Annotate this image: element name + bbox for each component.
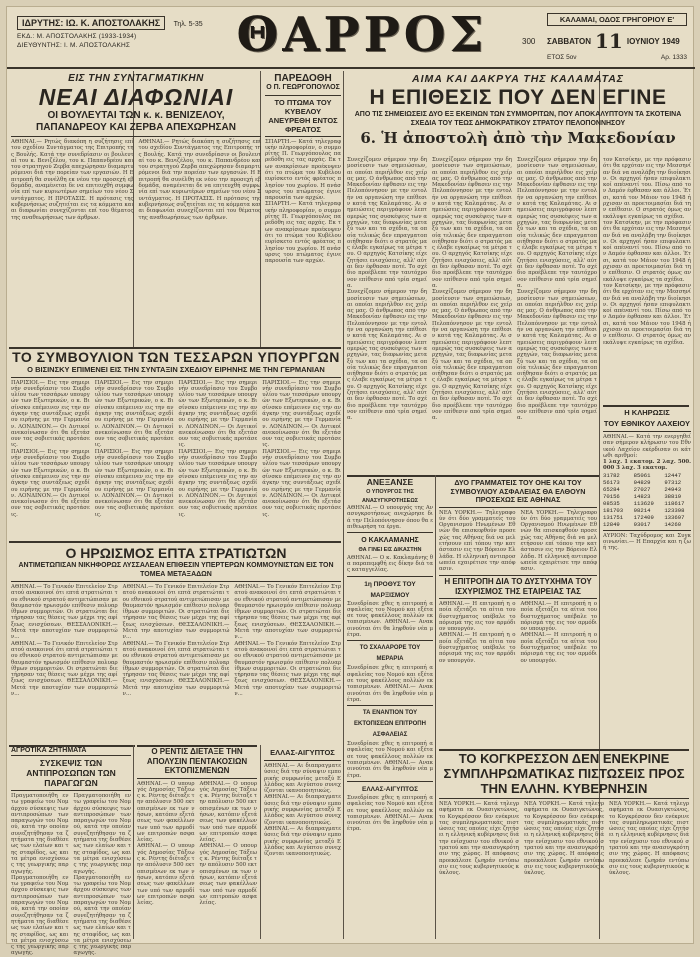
article-headline: ΤΟ ΣΥΜΒΟΥΛΙΟΝ ΤΩΝ ΤΕΣΣΑΡΩΝ ΥΠΟΥΡΓΩΝ	[12, 349, 340, 365]
day-number: 11	[595, 29, 623, 53]
article-body-continued: ΑΘΗΝΑΙ.— Το Γενικόν Επιτελείον Στρατού ανακοινοί ότι επτά στρατιώται του εθνικού στρατού αντιμετώπισαν με θαυμαστόν ηρωισμόν επίθεσιν πολυαρίθμων συμμοριτών. Οι στρατιώται διετήρησαν τας θέσεις των μέχρι της αφίξεως ενισχύσεων. ΘΕΣΣΑΛΟΝΙΚΗ.— Μετά την αποτυχίαν των συμμοριτών...	[234, 640, 342, 698]
article-body-continued: ΠΑΡΙΣΙΟΙ.— Εις την σημερινήν συνεδρίασιν του Συμβουλίου των τεσσάρων υπουργών των Εξωτερικών, ο κ. Βισίνσκυ επέμεινεν εις την ανάγκην της συντάξεως σχεδίου ειρήνης με την Γερμανίαν. ΛΟΝΔΙΝΟΝ.— Οι Δυτικοί ανεκοίνωσαν ότι θα εξετάσουν τας σοβιετικάς προτάσεις.	[94, 448, 174, 518]
lottery-number: 38819	[664, 492, 682, 500]
article-body: ΑΘΗΝΑΙ.— Το Γενικόν Επιτελείον Στρατού ανακοινοί ότι επτά στρατιώται του εθνικού στρατού αντιμετώπισαν με θαυμαστόν ηρωισμόν επίθεσιν πολυαρίθμων συμμοριτών. Οι στρατιώται διετήρησαν τας θέσεις των μέχρι της αφίξεως ενισχύσεων. ΘΕΣΣΑΛΟΝΙΚΗ.— Μετά την αποτυχίαν των συμμοριτών...	[11, 584, 118, 641]
article-body-continued: ΑΘΗΝΑΙ.— Το Γενικόν Επιτελείον Στρατού ανακοινοί ότι επτά στρατιώται του εθνικού στρατού αντιμετώπισαν με θαυμαστόν ηρωισμόν επίθεσιν πολυαρίθμων συμμοριτών. Οι στρατιώται διετήρησαν τας θέσεις των μέχρι της αφίξεως ενισχύσεων. ΘΕΣΣΑΛΟΝΙΚΗ.— Μετά την αποτυχίαν των συμμοριτών...	[11, 640, 118, 698]
article-attack-continuation	[603, 157, 691, 403]
lottery-number: 133697	[664, 513, 685, 521]
article-agriculture	[11, 747, 131, 957]
notes-column	[347, 477, 433, 941]
lottery-number: 181703	[603, 506, 624, 514]
founder-label: ΙΔΡΥΤΗΣ: ΙΩ. Κ. ΑΠΟΣΤΟΛΑΚΗΣ	[17, 16, 165, 30]
article-body-continued: ΑΘΗΝΑΙ.— Το Γενικόν Επιτελείον Στρατού ανακοινοί ότι επτά στρατιώται του εθνικού στρατού αντιμετώπισαν με θαυμαστόν ηρωισμόν επίθεσιν πολυαρίθμων συμμοριτών. Οι στρατιώται διετήρησαν τας θέσεις των μέχρι της αφίξεως ενισχύσεων. ΘΕΣΣΑΛΟΝΙΚΗ.— Μετά την αποτυχίαν των συμμοριτών...	[122, 584, 230, 641]
lottery-prizes: 1 λαχ. 1 εκατομ. 2 λαχ. 500.000 3 λαχ. 3 εκατομ.	[603, 459, 691, 472]
article-headline: ΤΟ ΚΟΓΚΡΕΣΣΟΝ ΔΕΝ ΕΝΕΚΡΙΝΕ ΣΥΜΠΛΗΡΩΜΑΤΙΚΑΣ ΠΙΣΤΩΣΕΙΣ ΠΡΟΣ ΤΗΝ ΕΛΛΗΝ. ΚΥΒΕΡΝΗΣΙΝ	[443, 751, 685, 796]
article-heroes	[11, 545, 341, 741]
lottery-number: 85061	[633, 471, 651, 479]
note-headline: Ο ΚΑΚΛΑΜΑΝΗΣ	[361, 537, 419, 545]
short-notes-column	[264, 747, 341, 941]
note-body: ΑΘΗΝΑΙ.— Αι διαπραγματεύσεις διά την σύναψιν εμπορικής συμφωνίας μεταξύ Ελλάδος και Αιγύπτου συνεχίζονται ικανοποιητικώς.	[264, 763, 341, 795]
article-body-continued: ΑΘΗΝΑΙ.— Ο υπουργός Δημοσίας Τάξεως κ. Ρέντης διέταξε την απόλυσιν 500 εκτοπισμένων εκ των νήσων, κατόπιν εξετάσεως των φακέλλων των υπό των αρμοδίων επιτροπών ασφαλείας.	[199, 843, 257, 907]
article-subhead: Ο ΒΙΣΙΝΣΚΥ ΕΠΙΜΕΝΕΙ ΕΙΣ ΤΗΝ ΣΥΝΤΑΞΙΝ ΣΧΕΔΙΟΥ ΕΙΡΗΝΗΣ ΜΕ ΤΗΝ ΓΕΡΜΑΝΙΑΝ	[27, 365, 325, 374]
lottery-number: 24943	[664, 485, 682, 493]
issue-number: Αρ. 1333	[660, 54, 687, 61]
newspaper-page	[6, 6, 694, 957]
newspaper-title: ΘΑΡΡΟΣ	[236, 7, 488, 63]
article-body: ΠΑΡΙΣΙΟΙ.— Εις την σημερινήν συνεδρίασιν του Συμβουλίου των τεσσάρων υπουργών των Εξωτερικών, ο κ. Βισίνσκυ επέμεινεν εις την ανάγκην της συντάξεως σχεδίου ειρήνης με την Γερμανίαν. ΛΟΝΔΙΝΟΝ.— Οι Δυτικοί ανεκοίνωσαν ότι θα εξετάσουν τας σοβιετικάς προτάσεις.	[11, 379, 90, 449]
month-year: ΙΟΥΝΙΟΥ 1949	[626, 36, 680, 46]
note-body-continued: ΑΘΗΝΑΙ.— Αι διαπραγματεύσεις διά την σύναψιν εμπορικής συμφωνίας μεταξύ Ελλάδος και Αιγύπτου συνεχίζονται ικανοποιητικώς.	[264, 794, 341, 826]
article-body: τον Κατσίκην, με την πρόφασιν ότι θα ερχόταν εις την Μεσσηνίαν διά να αναλάβη την διοίκησιν. Οι αρχηγοί ήσαν επιφυλακτικοί απέναντί του. Πίσω από τον Δαμόν έφθασαν και άλλοι. Έτσι, κατά τον Μάιον του 1948 ήρχισαν αι προετοιμασίαι διά την επίθεσιν. Ο στρατός όμως ανεκάλυψε εγκαίρως τα σχέδια.	[603, 157, 691, 220]
article-new-disagreements	[11, 73, 261, 345]
article-lottery	[603, 407, 691, 747]
article-headline: ΤΟΥ ΕΘΝΙΚΟΥ ΛΑΧΕΙΟΥ	[603, 419, 691, 428]
article-headline: ΤΟ ΠΤΩΜΑ ΤΟΥ ΚΥΒΕΛΟΥ ΑΝΕΥΡΕΘΗ ΕΝΤΟΣ ΦΡΕΑΤΟΣ	[268, 97, 338, 134]
lottery-number: 12849	[603, 520, 620, 528]
note-body-continued: ΑΘΗΝΑΙ.— Αι διαπραγματεύσεις διά την σύναψιν εμπορικής συμφωνίας μεταξύ Ελλάδος και Αιγύπτου συνεχίζονται ικανοποιητικώς.	[264, 825, 341, 858]
lottery-footer: ΑΥΡΙΟΝ: Ταχύδρομος και Συγκοινωνίαι.— Η Επαρχία και η ζωή της.	[603, 532, 691, 552]
article-body-continued: ΑΘΗΝΑΙ.— Ρητώς διακόπη η συζήτησις επί του σχεδίου Συντάγματος της Επιτροπής της Βουλής. Κατά την συνεδρίασιν οι βουλευταί του κ. Βενιζέλου, του κ. Παπανδρέου και του στρατηγού Ζερβα απεχώρησαν διαμαρτυρόμενοι διά την πορείαν των εργασιών. Η Επιτροπή θα συνέλθη εκ νέου την προσεχή εβδομάδα, αναμένεται δε να επιτευχθή συμφωνία επί των κυριωτέρων σημείων του νέου Συντάγματος. Η ΠΡΟΤΑΣΙΣ. Η πρότασις της κυβερνήσεως συζητείται εις τα κόμματα και αι διαφωνίαι συνεχίζονται επί του θέματος της αναθεωρήσεως των άρθρων.	[138, 139, 261, 221]
lottery-numbers	[603, 472, 691, 528]
price: 300	[522, 37, 536, 46]
lottery-number: 113629	[633, 499, 654, 507]
note-headline: ΑΝΕΞΑΝΣΕ	[366, 477, 414, 487]
section-label: ΑΓΡΟΤΙΚΑ ΖΗΤΗΜΑΤΑ	[11, 747, 131, 756]
article-body-continued: ΠΑΡΙΣΙΟΙ.— Εις την σημερινήν συνεδρίασιν του Συμβουλίου των τεσσάρων υπουργών των Εξωτερικών, ο κ. Βισίνσκυ επέμεινεν εις την ανάγκην της συντάξεως σχεδίου ειρήνης με την Γερμανίαν. ΛΟΝΔΙΝΟΝ.— Οι Δυτικοί ανεκοίνωσαν ότι θα εξετάσουν τας σοβιετικάς προτάσεις.	[262, 448, 341, 518]
article-body-continued: Πραγματοποιήθη εν τω γραφείω του Νομάρχου σύσκεψις των αντιπροσώπων των παραγωγών του Νομού, κατά την οποίαν συνεζητήθησαν τα ζητήματα της διαθέσεως των ελαίων και της σταφίδος, ως και τα μέτρα ενισχύσεως της γεωργικής παραγωγής.	[73, 793, 131, 875]
article-body-continued: ΠΑΡΙΣΙΟΙ.— Εις την σημερινήν συνεδρίασιν του Συμβουλίου των τεσσάρων υπουργών των Εξωτερικών, ο κ. Βισίνσκυ επέμεινεν εις την ανάγκην της συντάξεως σχεδίου ειρήνης με την Γερμανίαν. ΛΟΝΔΙΝΟΝ.— Οι Δυτικοί ανεκοίνωσαν ότι θα εξετάσουν τας σοβιετικάς προτάσεις.	[178, 379, 258, 449]
address: ΚΑΛΑΜΑΙ, ΟΔΟΣ ΓΡΗΓΟΡΙΟΥ Ε'	[547, 13, 687, 26]
article-body-continued: Συνεχίζομεν σήμερον την δημοσίευσιν των σημειώσεων, αι οποίαι περιήλθον εις χείρας μας. Ο άνθρωπος από την Μακεδονίαν έφθασεν εις την Πελοπόννησον με την εντολήν να οργανώση την επίθεσιν κατά της Καλαμάτας. Αι σημειώσεις περιγράφουν λεπτομερώς τας συσκέψεις των αρχηγών, τας διαφωνίας μεταξύ των και τα σχέδια, τα οποία τελικώς δεν επραγματοποιήθησαν διότι ο στρατός μας έλαβε εγκαίρως τα μέτρα του. Ο αρχηγός Κατσίκης είχε ζητήσει ενισχύσεις, αλλ' αύται δεν έφθασαν ποτέ. Το σχέδιο προέβλεπε την ταυτόχρονον επίθεσιν από τρία σημεία.	[347, 289, 427, 422]
article-body-continued: ΝΕΑ ΥΟΡΚΗ.— Κατά τηλεγραφήματα εκ Ουασιγκτώνος, το Κογκρέσσον δεν ενέκρινε τας συμπληρωματικάς πιστώσεις τας οποίας είχε ζητήσει η ελληνική κυβέρνησις διά την ενίσχυσιν του εθνικού στρατού και την ανασυγκρότησιν της χώρας. Η απόφασις προεκάλεσε ζωηράν εντύπωσιν εις τους κυβερνητικούς κύκλους.	[609, 801, 689, 877]
article-body-continued: Συνεχίζομεν σήμερον την δημοσίευσιν των σημειώσεων, αι οποίαι περιήλθον εις χείρας μας. Ο άνθρωπος από την Μακεδονίαν έφθασεν εις την Πελοπόννησον με την εντολήν να οργανώση την επίθεσιν κατά της Καλαμάτας. Αι σημειώσεις περιγράφουν λεπτομερώς τας συσκέψεις των αρχηγών, τας διαφωνίας μεταξύ των και τα σχέδια, τα οποία τελικώς δεν επραγματοποιήθησαν διότι ο στρατός μας έλαβε εγκαίρως τα μέτρα του. Ο αρχηγός Κατσίκης είχε ζητήσει ενισχύσεις, αλλ' αύται δεν έφθασαν ποτέ. Το σχέδιο προέβλεπε την ταυτόχρονον επίθεσιν από τρία σημεία.	[432, 289, 512, 422]
article-byline: Ο Π. ΓΕΩΡΓΟΠΟΥΛΟΣ	[266, 84, 340, 91]
note-body-continued: Συνεδρίασε χθες η επιτροπή ασφαλείας του Νομού και εξέτασε τους φακέλλους πολλών εκτοπισμένων. ΑΘΗΝΑΙ.— Ανακοινούται ότι θα ληφθούν νέα μέτρα.	[347, 741, 433, 779]
article-surrender	[265, 73, 341, 345]
article-subhead: ΑΠΟ ΤΙΣ ΣΗΜΕΙΩΣΕΙΣ ΔΥΟ ΕΞ ΕΚΕΙΝΩΝ ΤΩΝ ΣΥΜΜΟΡΙΤΩΝ, ΠΟΥ ΑΠΟΚΑΛΥΠΤΟΥΝ ΤΑ ΣΚΟΤΕΙΝΑ ΣΧΕΔΙΑ ΤΟΥ ΤΕΩΣ ΔΗΜΟΚΡΑΤΙΚΟΥ ΣΤΡΑΤΟΥ ΠΕΛΟΠΟΝΝΗΣΟΥ	[354, 111, 682, 127]
article-body: ΝΕΑ ΥΟΡΚΗ.— Κατά τηλεγραφήματα εκ Ουασιγκτώνος, το Κογκρέσσον δεν ενέκρινε τας συμπληρωματικάς πιστώσεις τας οποίας είχε ζητήσει η ελληνική κυβέρνησις διά την ενίσχυσιν του εθνικού στρατού και την ανασυγκρότησιν της χώρας. Η απόφασις προεκάλεσε ζωηράν εντύπωσιν εις τους κυβερνητικούς κύκλους.	[439, 801, 519, 877]
lottery-number: 97312	[664, 478, 682, 486]
article-body-continued: ΣΠΑΡΤΗ.— Κατά τηλεγραφικήν πληροφορίαν, ο συμμορίτης Π. Γεωργόπουλος παρεδόθη εις τας αρχάς. Εκ των ανακρίσεων προέκυψεν ότι το πτώμα του Κυβέλου ευρίσκετο εντός φρέατος πλησίον του χωρίου. Η ανάσυρσις του πτώματος έγινε παρουσία των αρχών.	[265, 201, 341, 265]
article-kicker: ΑΙΜΑ ΚΑΙ ΔΑΚΡΥΑ ΤΗΣ ΚΑΛΑΜΑΤΑΣ	[411, 73, 624, 85]
article-kicker: Η ΚΛΗΡΩΣΙΣ	[624, 408, 670, 417]
masthead-dateline	[547, 13, 687, 61]
lottery-number: 04829	[633, 478, 651, 486]
article-body: ΑΘΗΝΑΙ.— Ρητώς διακόπη η συζήτησις επί του σχεδίου Συντάγματος της Επιτροπής της Βουλής. Κατά την συνεδρίασιν οι βουλευταί του κ. Βενιζέλου, του κ. Παπανδρέου και του στρατηγού Ζερβα απεχώρησαν διαμαρτυρόμενοι διά την πορείαν των εργασιών. Η Επιτροπή θα συνέλθη εκ νέου την προσεχή εβδομάδα, αναμένεται δε να επιτευχθή συμφωνία επί των κυριωτέρων σημείων του νέου Συντάγματος. Η ΠΡΟΤΑΣΙΣ. Η πρότασις της κυβερνήσεως συζητείται εις τα κόμματα και αι διαφωνίαι συνεχίζονται επί του θέματος της αναθεωρήσεως των άρθρων.	[11, 139, 134, 221]
article-body-continued: ΑΘΗΝΑΙ.— Η επιτροπή η οποία εξετάζει τα αίτια του δυστυχήματος υπέβαλε το πόρισμά της εις τον αρμόδιον υπουργόν.	[439, 632, 516, 664]
article-chapter: 6. Ἡ ἀποστολὴ ἀπὸ τὴν Μακεδονίαν	[360, 129, 676, 147]
article-body-continued: Πραγματοποιήθη εν τω γραφείω του Νομάρχου σύσκεψις των αντιπροσώπων των παραγωγών του Νομού, κατά την οποίαν συνεζητήθησαν τα ζητήματα της διαθέσεως των ελαίων και της σταφίδος, ως και τα μέτρα ενισχύσεως της γεωργικής παραγωγής.	[11, 874, 69, 957]
article-headline: Ο ΡΕΝΤΙΣ ΔΙΕΤΑΞΕ ΤΗΝ ΑΠΟΛΥΣΙΝ ΠΕΝΤΑΚΟΣΙΩΝ ΕΚΤΟΠΙΣΜΕΝΩΝ	[146, 747, 248, 775]
article-body-continued: Συνεχίζομεν σήμερον την δημοσίευσιν των σημειώσεων, αι οποίαι περιήλθον εις χείρας μας. Ο άνθρωπος από την Μακεδονίαν έφθασεν εις την Πελοπόννησον με την εντολήν να οργανώση την επίθεσιν κατά της Καλαμάτας. Αι σημειώσεις περιγράφουν λεπτομερώς τας συσκέψεις των αρχηγών, τας διαφωνίας μεταξύ των και τα σχέδια, τα οποία τελικώς δεν επραγματοποιήθησαν διότι ο στρατός μας έλαβε εγκαίρως τα μέτρα του. Ο αρχηγός Κατσίκης είχε ζητήσει ενισχύσεις, αλλ' αύται δεν έφθασαν ποτέ. Το σχέδιο προέβλεπε την ταυτόχρονον επίθεσιν από τρία σημεία.	[432, 157, 512, 289]
note-subhead: Ο ΥΠΟΥΡΓΟΣ ΤΗΣ ΑΝΑΣΥΓΚΡΟΤΗΣΕΩΣ	[361, 489, 419, 504]
article-body: Συνεχίζομεν σήμερον την δημοσίευσιν των σημειώσεων, αι οποίαι περιήλθον εις χείρας μας. Ο άνθρωπος από την Μακεδονίαν έφθασεν εις την Πελοπόννησον με την εντολήν να οργανώση την επίθεσιν κατά της Καλαμάτας. Αι σημειώσεις περιγράφουν λεπτομερώς τας συσκέψεις των αρχηγών, τας διαφωνίας μεταξύ των και τα σχέδια, τα οποία τελικώς δεν επραγματοποιήθησαν διότι ο στρατός μας έλαβε εγκαίρως τα μέτρα του. Ο αρχηγός Κατσίκης είχε ζητήσει ενισχύσεις, αλλ' αύται δεν έφθασαν ποτέ. Το σχέδιο προέβλεπε την ταυτόχρονον επίθεσιν από τρία σημεία.	[347, 157, 427, 289]
article-body-continued: ΠΑΡΙΣΙΟΙ.— Εις την σημερινήν συνεδρίασιν του Συμβουλίου των τεσσάρων υπουργών των Εξωτερικών, ο κ. Βισίνσκυ επέμεινεν εις την ανάγκην της συντάξεως σχεδίου ειρήνης με την Γερμανίαν. ΛΟΝΔΙΝΟΝ.— Οι Δυτικοί ανεκοίνωσαν ότι θα εξετάσουν τας σοβιετικάς προτάσεις.	[178, 448, 258, 518]
lottery-number: 14260	[664, 520, 682, 528]
note-headline: ΤΟ ΣΧΑΛΑΡΟΡΕ ΤΟΥ ΜΕΡΑΡΙΑ	[359, 645, 421, 663]
article-kicker: ΕΙΣ ΤΗΝ ΣΥΝΤΑΓΜΑΤΙΚΗΝ	[68, 73, 204, 84]
article-body: Πραγματοποιήθη εν τω γραφείω του Νομάρχου σύσκεψις των αντιπροσώπων των παραγωγών του Νομού, κατά την οποίαν συνεζητήθησαν τα ζητήματα της διαθέσεως των ελαίων και της σταφίδος, ως και τα μέτρα ενισχύσεως της γεωργικής παραγωγής.	[11, 793, 69, 875]
lottery-number: 93017	[633, 520, 651, 528]
article-body: ΑΘΗΝΑΙ.— Ο υπουργός Δημοσίας Τάξεως κ. Ρέντης διέταξε την απόλυσιν 500 εκτοπισμένων εκ των νήσων, κατόπιν εξετάσεως των φακέλλων των υπό των αρμοδίων επιτροπών ασφαλείας.	[137, 780, 195, 844]
lottery-number: 31782	[603, 471, 620, 479]
lottery-number: 123398	[664, 506, 685, 514]
article-body-continued: ΑΘΗΝΑΙ.— Το Γενικόν Επιτελείον Στρατού ανακοινοί ότι επτά στρατιώται του εθνικού στρατού αντιμετώπισαν με θαυμαστόν ηρωισμόν επίθεσιν πολυαρίθμων συμμοριτών. Οι στρατιώται διετήρησαν τας θέσεις των μέχρι της αφίξεως ενισχύσεων. ΘΕΣΣΑΛΟΝΙΚΗ.— Μετά την αποτυχίαν των συμμοριτών...	[234, 584, 342, 641]
article-congress	[439, 751, 689, 941]
article-headline: Η ΕΠΙΤΡΟΠΗ ΔΙΑ ΤΟ ΔΥΣΤΥΧΗΜΑ ΤΟΥ ΙΣΧΥΡΙΣΜΟΣ ΤΗΣ ΕΤΑΙΡΕΙΑΣ ΤΑΣ	[444, 577, 592, 596]
note-headline: ΕΛΛΑΣ-ΑΙΓΥΠΤΟΣ	[361, 785, 418, 793]
article-subhead: ΑΝΤΙΜΕΤΩΠΙΣΑΝ ΝΙΚΗΦΟΡΩΣ ΛΥΣΣΑΛΕΑΝ ΕΠΙΘΕΣΙΝ ΥΠΕΡΤΕΡΩΝ ΚΟΜΜΟΥΝΙΣΤΩΝ ΕΙΣ ΤΟΝ ΤΟΜΕΑ ΜΕΤΑΞΑΔΩΝ	[18, 562, 334, 578]
article-headline: Η ΕΠΙΘΕΣΙΣ ΠΟΥ ΔΕΝ ΕΓΙΝΕ	[369, 86, 667, 109]
lottery-number: 12447	[664, 471, 682, 479]
article-body-continued: ΑΘΗΝΑΙ.— Ο υπουργός Δημοσίας Τάξεως κ. Ρέντης διέταξε την απόλυσιν 500 εκτοπισμένων εκ των νήσων, κατόπιν εξετάσεως των φακέλλων των υπό των αρμοδίων επιτροπών ασφαλείας.	[199, 780, 257, 844]
article-rentis	[137, 747, 257, 941]
telephone: Τηλ. 5-35	[173, 21, 203, 28]
column-divider	[343, 71, 344, 939]
article-attack-body	[347, 157, 597, 471]
note-body: ΑΘΗΝΑΙ.— Ο υπουργός της Ανασυγκροτήσεως ανεχώρησε διά την Πελοπόννησον όπου θα επιθεωρήση τα έργα.	[347, 505, 433, 530]
weekday: ΣΑΒΒΑΤΟΝ	[547, 36, 591, 46]
year-label: ΕΤΟΣ 5ον	[547, 54, 577, 61]
lottery-intro: ΑΘΗΝΑΙ.— Κατά την ενεργηθείσαν σήμερον κλήρωσιν του Εθνικού Λαχείου εκέρδισαν οι κάτωθι αριθμοί:	[603, 434, 691, 459]
article-body-continued: ΠΑΡΙΣΙΟΙ.— Εις την σημερινήν συνεδρίασιν του Συμβουλίου των τεσσάρων υπουργών των Εξωτερικών, ο κ. Βισίνσκυ επέμεινεν εις την ανάγκην της συντάξεως σχεδίου ειρήνης με την Γερμανίαν. ΛΟΝΔΙΝΟΝ.— Οι Δυτικοί ανεκοίνωσαν ότι θα εξετάσουν τας σοβιετικάς προτάσεις.	[94, 379, 174, 449]
article-body-continued: τον Κατσίκην, με την πρόφασιν ότι θα ερχόταν εις την Μεσσηνίαν διά να αναλάβη την διοίκησιν. Οι αρχηγοί ήσαν επιφυλακτικοί απέναντί του. Πίσω από τον Δαμόν έφθασαν και άλλοι. Έτσι, κατά τον Μάιον του 1948 ήρχισαν αι προετοιμασίαι διά την επίθεσιν. Ο στρατός όμως ανεκάλυψε εγκαίρως τα σχέδια.	[603, 219, 691, 283]
article-body-continued: τον Κατσίκην, με την πρόφασιν ότι θα ερχόταν εις την Μεσσηνίαν διά να αναλάβη την διοίκησιν. Οι αρχηγοί ήσαν επιφυλακτικοί απέναντί του. Πίσω από τον Δαμόν έφθασαν και άλλοι. Έτσι, κατά τον Μάιον του 1948 ήρχισαν αι προετοιμασίαι διά την επίθεσιν. Ο στρατός όμως ανεκάλυψε εγκαίρως τα σχέδια.	[603, 282, 691, 346]
publisher-label: ΕΚΔ.: Μ. ΑΠΟΣΤΟΛΑΚΗΣ (1933-1934)	[17, 33, 137, 40]
article-council	[11, 349, 341, 535]
article-body-continued: Συνεχίζομεν σήμερον την δημοσίευσιν των σημειώσεων, αι οποίαι περιήλθον εις χείρας μας. Ο άνθρωπος από την Μακεδονίαν έφθασεν εις την Πελοπόννησον με την εντολήν να οργανώση την επίθεσιν κατά της Καλαμάτας. Αι σημειώσεις περιγράφουν λεπτομερώς τας συσκέψεις των αρχηγών, τας διαφωνίας μεταξύ των και τα σχέδια, τα οποία τελικώς δεν επραγματοποιήθησαν διότι ο στρατός μας έλαβε εγκαίρως τα μέτρα του. Ο αρχηγός Κατσίκης είχε ζητήσει ενισχύσεις, αλλ' αύται δεν έφθασαν ποτέ. Το σχέδιο προέβλεπε την ταυτόχρονον επίθεσιν από τρία σημεία.	[517, 157, 597, 289]
article-headline: Ο ΗΡΩΙΣΜΟΣ ΕΠΤΑ ΣΤΡΑΤΙΩΤΩΝ	[65, 545, 287, 561]
note-body-continued: Συνεδρίασε χθες η επιτροπή ασφαλείας του Νομού και εξέτασε τους φακέλλους πολλών εκτοπισμένων. ΑΘΗΝΑΙ.— Ανακοινούται ότι θα ληφθούν νέα μέτρα.	[347, 794, 433, 833]
article-body: ΑΘΗΝΑΙ.— Η επιτροπή η οποία εξετάζει τα αίτια του δυστυχήματος υπέβαλε το πόρισμά της εις τον αρμόδιον υπουργόν.	[439, 601, 516, 633]
article-body-continued: ΑΘΗΝΑΙ.— Η επιτροπή η οποία εξετάζει τα αίτια του δυστυχήματος υπέβαλε το πόρισμά της εις τον αρμόδιον υπουργόν.	[520, 601, 597, 633]
article-body: ΝΕΑ ΥΟΡΚΗ.— Τηλεγραφούν ότι δύο γραμματείς του Οργανισμού Ηνωμένων Εθνών θα επισκεφθούν προσεχώς τας Αθήνας διά να μελετήσουν επί τόπου την κατάστασιν εις την Βόρειον Ελλάδα. Η ελληνική αντιπροσωπεία εχαιρέτισε την απόφασιν.	[439, 509, 516, 573]
article-body-continued: ΑΘΗΝΑΙ.— Η επιτροπή η οποία εξετάζει τα αίτια του δυστυχήματος υπέβαλε το πόρισμά της εις τον αρμόδιον υπουργόν.	[520, 632, 597, 664]
article-body-continued: Πραγματοποιήθη εν τω γραφείω του Νομάρχου σύσκεψις των αντιπροσώπων των παραγωγών του Νομού, κατά την οποίαν συνεζητήθησαν τα ζητήματα της διαθέσεως των ελαίων και της σταφίδος, ως και τα μέτρα ενισχύσεως της γεωργικής παραγωγής.	[73, 874, 131, 957]
article-body-continued: ΠΑΡΙΣΙΟΙ.— Εις την σημερινήν συνεδρίασιν του Συμβουλίου των τεσσάρων υπουργών των Εξωτερικών, ο κ. Βισίνσκυ επέμεινεν εις την ανάγκην της συντάξεως σχεδίου ειρήνης με την Γερμανίαν. ΛΟΝΔΙΝΟΝ.— Οι Δυτικοί ανεκοίνωσαν ότι θα εξετάσουν τας σοβιετικάς προτάσεις.	[11, 448, 90, 518]
masthead	[7, 7, 695, 69]
article-headline: ΔΥΟ ΓΡΑΜΜΑΤΕΙΣ ΤΟΥ ΟΗΕ ΚΑΙ ΤΟΥ ΣΥΜΒΟΥΛΙΟΥ ΑΣΦΑΛΕΙΑΣ ΘΑ ΕΛΘΟΥΝ ΠΡΟΣΕΧΩΣ ΕΙΣ ΑΘΗΝΑΣ	[450, 478, 586, 504]
lottery-number: 56173	[603, 478, 620, 486]
article-body-continued: ΠΑΡΙΣΙΟΙ.— Εις την σημερινήν συνεδρίασιν του Συμβουλίου των τεσσάρων υπουργών των Εξωτερικών, ο κ. Βισίνσκυ επέμεινεν εις την ανάγκην της συντάξεως σχεδίου ειρήνης με την Γερμανίαν. ΛΟΝΔΙΝΟΝ.— Οι Δυτικοί ανεκοίνωσαν ότι θα εξετάσουν τας σοβιετικάς προτάσεις.	[262, 379, 341, 449]
article-body-continued: ΑΘΗΝΑΙ.— Το Γενικόν Επιτελείον Στρατού ανακοινοί ότι επτά στρατιώται του εθνικού στρατού αντιμετώπισαν με θαυμαστόν ηρωισμόν επίθεσιν πολυαρίθμων συμμοριτών. Οι στρατιώται διετήρησαν τας θέσεις των μέχρι της αφίξεως ενισχύσεων. ΘΕΣΣΑΛΟΝΙΚΗ.— Μετά την αποτυχίαν των συμμοριτών...	[122, 640, 230, 698]
lottery-number: 131751	[603, 513, 624, 521]
article-kicker: ΠΑΡΕΔΟΘΗ	[274, 73, 332, 84]
note-body-continued: Συνεδρίασε χθες η επιτροπή ασφαλείας του Νομού και εξέτασε τους φακέλλους πολλών εκτοπισμένων. ΑΘΗΝΑΙ.— Ανακοινούται ότι θα ληφθούν νέα μέτρα.	[347, 665, 433, 703]
note-body: ΑΘΗΝΑΙ.— Ο κ. Κακλαμάνης θα παραπεμφθή εις δίκην διά τας καταγγελίας.	[347, 554, 433, 574]
article-headline: ΣΥΣΚΕΨΙΣ ΤΩΝ ΑΝΤΙΠΡΟΣΩΠΩΝ ΤΩΝ ΠΑΡΑΓΩΓΩΝ	[26, 758, 116, 788]
lottery-number: 08535	[603, 499, 620, 507]
director-label: ΔΙΕΥΘΥΝΤΗΣ: Ι. Μ. ΑΠΟΣΤΟΛΑΚΗΣ	[17, 42, 131, 49]
article-accident-committee	[439, 577, 597, 737]
lottery-number: 118617	[664, 499, 685, 507]
note-headline: ΕΛΛΑΣ-ΑΙΓΥΠΤΟΣ	[270, 748, 335, 757]
lottery-number: 172409	[633, 513, 654, 521]
note-headline: ΤΑ ΕΝΑΝΤΙΟΝ ΤΟΥ ΕΚΤΟΠΙΣΕΩΝ ΕΠΙΤΡΟΠΗ ΑΣΦΑΛΕΙΑΣ	[354, 710, 426, 739]
article-body: ΣΠΑΡΤΗ.— Κατά τηλεγραφικήν πληροφορίαν, ο συμμορίτης Π. Γεωργόπουλος παρεδόθη εις τας αρχάς. Εκ των ανακρίσεων προέκυψεν ότι το πτώμα του Κυβέλου ευρίσκετο εντός φρέατος πλησίον του χωρίου. Η ανάσυρσις του πτώματος έγινε παρουσία των αρχών.	[265, 138, 341, 202]
lottery-number: 98214	[633, 506, 651, 514]
article-headline: ΝΕΑΙ ΔΙΑΦΩΝΙΑΙ	[38, 84, 234, 110]
article-subhead: ΟΙ ΒΟΥΛΕΥΤΑΙ ΤΩΝ κ. κ. ΒΕΝΙΖΕΛΟΥ, ΠΑΠΑΝΔΡΕΟΥ ΚΑΙ ΖΕΡΒΑ ΑΠΕΧΩΡΗΣΑΝ	[35, 110, 237, 133]
note-body: Συνεδρίασε χθες η επιτροπή ασφαλείας του Νομού και εξέτασε τους φακέλλους πολλών εκτοπισμένων. ΑΘΗΝΑΙ.— Ανακοινούται ότι θα ληφθούν νέα μέτρα.	[347, 600, 433, 639]
lottery-number: 14823	[633, 492, 651, 500]
masthead-credits	[17, 13, 207, 49]
lottery-number: 65284	[603, 485, 620, 493]
article-un-secretaries	[439, 479, 597, 575]
article-body-continued: ΑΘΗΝΑΙ.— Ο υπουργός Δημοσίας Τάξεως κ. Ρέντης διέταξε την απόλυσιν 500 εκτοπισμένων εκ των νήσων, κατόπιν εξετάσεως των φακέλλων των υπό των αρμοδίων επιτροπών ασφαλείας.	[137, 843, 195, 907]
note-subhead: ΘΑ ΓΙΝΕΙ ΕΙΣ ΔΙΚΑΣΤΗΝ	[358, 547, 422, 554]
note-headline: 1η ΠΡΟΘΥΣ ΤΟΥ ΜΑΡΞΙΣΜΟΥ	[364, 580, 416, 599]
lottery-number: 70156	[603, 492, 620, 500]
lottery-number: 27027	[633, 485, 651, 493]
article-body-continued: Συνεχίζομεν σήμερον την δημοσίευσιν των σημειώσεων, αι οποίαι περιήλθον εις χείρας μας. Ο άνθρωπος από την Μακεδονίαν έφθασεν εις την Πελοπόννησον με την εντολήν να οργανώση την επίθεσιν κατά της Καλαμάτας. Αι σημειώσεις περιγράφουν λεπτομερώς τας συσκέψεις των αρχηγών, τας διαφωνίας μεταξύ των και τα σχέδια, τα οποία τελικώς δεν επραγματοποιήθησαν διότι ο στρατός μας έλαβε εγκαίρως τα μέτρα του. Ο αρχηγός Κατσίκης είχε ζητήσει ενισχύσεις, αλλ' αύται δεν έφθασαν ποτέ. Το σχέδιο προέβλεπε την ταυτόχρονον επίθεσιν από τρία σημεία.	[517, 289, 597, 422]
article-body-continued: ΝΕΑ ΥΟΡΚΗ.— Τηλεγραφούν ότι δύο γραμματείς του Οργανισμού Ηνωμένων Εθνών θα επισκεφθούν προσεχώς τας Αθήνας διά να μελετήσουν επί τόπου την κατάστασιν εις την Βόρειον Ελλάδα. Η ελληνική αντιπροσωπεία εχαιρέτισε την απόφασιν.	[520, 509, 597, 573]
article-body-continued: ΝΕΑ ΥΟΡΚΗ.— Κατά τηλεγραφήματα εκ Ουασιγκτώνος, το Κογκρέσσον δεν ενέκρινε τας συμπληρωματικάς πιστώσεις τας οποίας είχε ζητήσει η ελληνική κυβέρνησις διά την ενίσχυσιν του εθνικού στρατού και την ανασυγκρότησιν της χώρας. Η απόφασις προεκάλεσε ζωηράν εντύπωσιν εις τους κυβερνητικούς κύκλους.	[524, 801, 604, 877]
article-attack-header	[347, 73, 689, 153]
